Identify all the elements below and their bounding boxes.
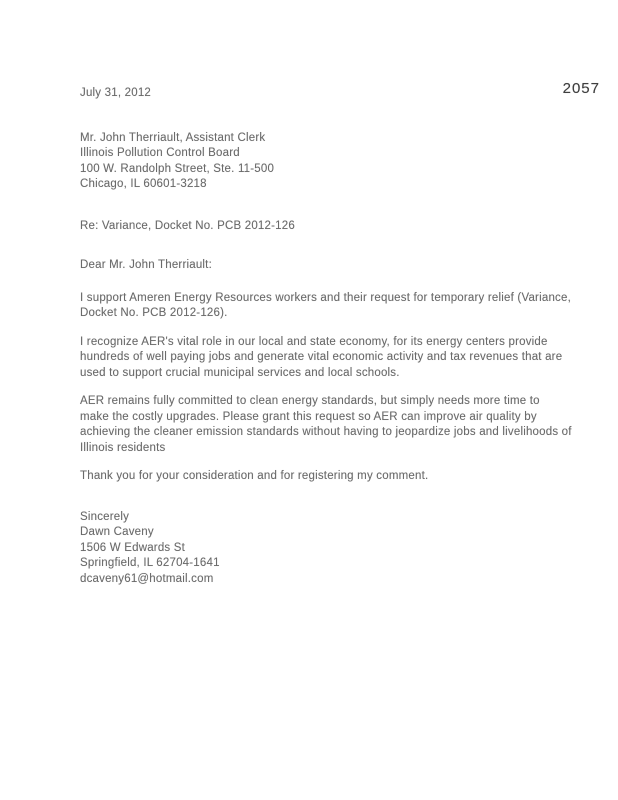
subject-line: Re: Variance, Docket No. PCB 2012-126 <box>80 219 295 232</box>
recipient-name: Mr. John Therriault, Assistant Clerk <box>80 131 266 144</box>
body-paragraph-support: I support Ameren Energy Resources workers and their request for temporary relief (Variance, Docket No. PCB 2012-126). <box>80 291 571 319</box>
letter-content <box>80 86 572 587</box>
body-paragraph-economy: I recognize AER's vital role in our local and state economy, for its energy centers provide hundreds of well paying jobs and generate vital economic activity and tax revenues that are used to support crucial municipal services and local schools. <box>80 335 563 379</box>
recipient-organization: Illinois Pollution Control Board <box>80 147 240 159</box>
signer-name: Dawn Caveny <box>80 526 154 538</box>
recipient-street: 100 W. Randolph Street, Ste. 11-500 <box>80 162 275 175</box>
signer-email: dcaveny61@hotmail.com <box>80 572 214 585</box>
signer-city-state-zip: Springfield, IL 62704-1641 <box>80 557 220 569</box>
body-paragraph-standards: AER remains fully committed to clean energy standards, but simply needs more time to make the costly upgrades. Please grant this request so AER can improve air quality by achieving the cleaner emission standards without having to jeopardize jobs and livelihoods of Illinois residents <box>80 395 572 454</box>
body-paragraph-thanks: Thank you for your consideration and for registering my comment. <box>80 470 429 482</box>
signer-street: 1506 W Edwards St <box>80 541 186 554</box>
salutation: Dear Mr. John Therriault: <box>80 259 212 271</box>
closing: Sincerely <box>80 510 130 523</box>
recipient-city-state-zip: Chicago, IL 60601-3218 <box>80 178 207 190</box>
recipient-address-block <box>80 131 572 193</box>
letter-date: July 31, 2012 <box>80 87 152 99</box>
page-stamp-number: 2057 <box>562 80 600 97</box>
signature-block <box>80 510 572 588</box>
